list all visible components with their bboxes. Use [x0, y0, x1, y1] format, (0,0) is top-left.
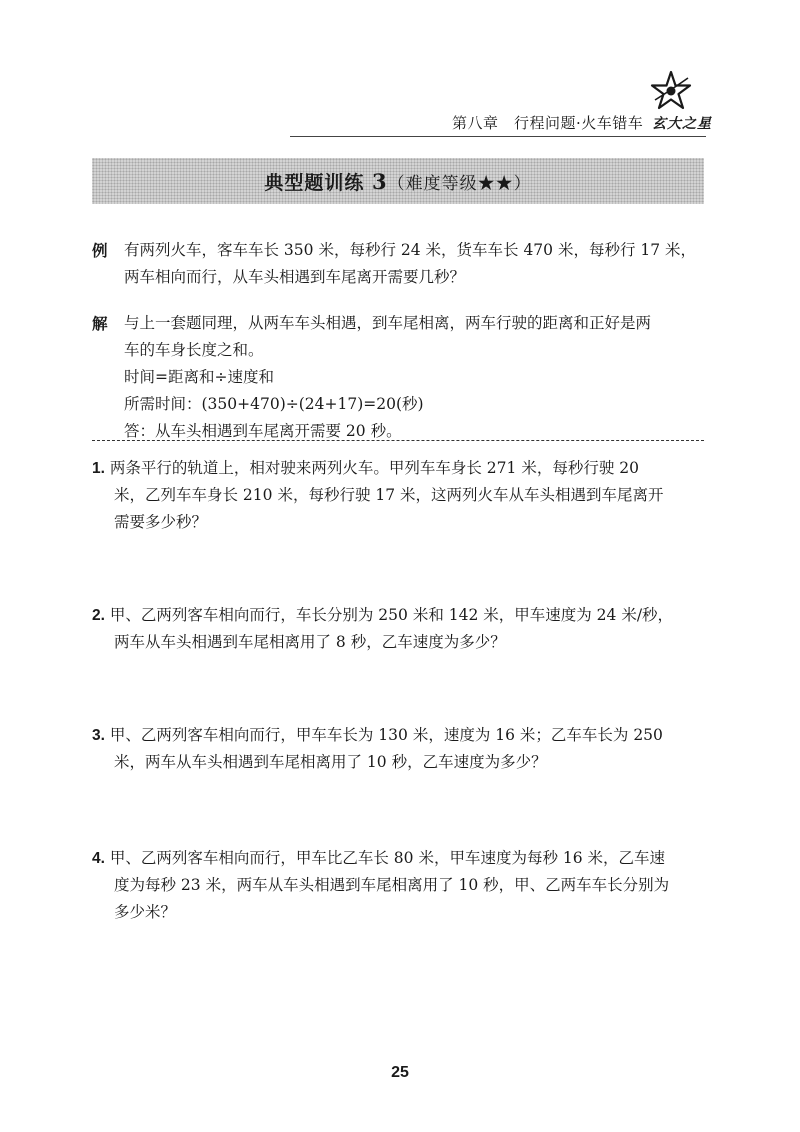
chapter-title: 第八章 行程问题·火车错车 — [452, 114, 644, 132]
section-banner — [92, 158, 704, 204]
page-number: 25 — [391, 1064, 409, 1081]
solution-line: 答：从车头相遇到车尾离开需要 20 秒。 — [124, 422, 402, 440]
section-title-main: 典型题训练 — [264, 171, 372, 194]
problem-line: 度为每秒 23 米，两车从车头相遇到车尾相离用了 10 秒，甲、乙两车车长分别为 — [114, 876, 670, 894]
brand-name: 玄大之星 — [652, 116, 712, 132]
problem-number: 2. — [92, 607, 105, 624]
section-title — [264, 168, 531, 195]
solution-line: 时间=距离和÷速度和 — [124, 368, 274, 386]
problem-2 — [92, 602, 706, 656]
problem-line: 米，乙列车车身长 210 米，每秒行驶 17 米，这两列火车从车头相遇到车尾离开 — [114, 486, 664, 504]
problem-line: 米，两车从车头相遇到车尾相离用了 10 秒，乙车速度为多少？ — [114, 753, 547, 771]
problem-1 — [92, 455, 706, 536]
solution-line: 车的车身长度之和。 — [124, 341, 264, 359]
problem-line: 多少米？ — [114, 903, 177, 921]
problem-line: 甲、乙两列客车相向而行，车长分别为 250 米和 142 米，甲车速度为 24 米/秒， — [109, 606, 674, 624]
solution-line: 所需时间：(350+470)÷(24+17)=20(秒) — [124, 395, 424, 413]
problem-4 — [92, 845, 706, 926]
problem-line: 两条平行的轨道上，相对驶来两列火车。甲列车车身长 271 米，每秒行驶 20 — [109, 459, 639, 477]
problem-line: 甲、乙两列客车相向而行，甲车车长为 130 米，速度为 16 米；乙车车长为 250 — [109, 726, 663, 744]
page-header — [0, 0, 800, 140]
problem-line: 两车从车头相遇到车尾相离用了 8 秒，乙车速度为多少？ — [114, 633, 506, 651]
example-line: 有两列火车，客车车长 350 米，每秒行 24 米，货车车长 470 米，每秒行 17 米， — [124, 241, 697, 259]
example-line: 两车相向而行，从车头相遇到车尾离开需要几秒？ — [124, 268, 466, 286]
solution-block — [92, 310, 704, 445]
section-title-number: 3 — [372, 168, 388, 194]
problem-line: 甲、乙两列客车相向而行，甲车比乙车长 80 米，甲车速度为每秒 16 米，乙车速 — [109, 849, 666, 867]
solution-tag: 解 — [92, 314, 108, 333]
dashed-divider — [92, 440, 704, 441]
problem-number: 4. — [92, 850, 105, 867]
example-tag: 例 — [92, 241, 108, 260]
star-logo-icon — [650, 70, 692, 112]
solution-line: 与上一套题同理，从两车车头相遇，到车尾相离，两车行驶的距离和正好是两 — [124, 314, 652, 332]
problem-3 — [92, 722, 706, 776]
header-rule — [290, 136, 706, 137]
difficulty-label: （难度等级★★） — [387, 173, 532, 194]
problem-number: 3. — [92, 727, 105, 744]
example-block — [92, 237, 704, 291]
problem-line: 需要多少秒？ — [114, 513, 208, 531]
problem-number: 1. — [92, 460, 105, 477]
